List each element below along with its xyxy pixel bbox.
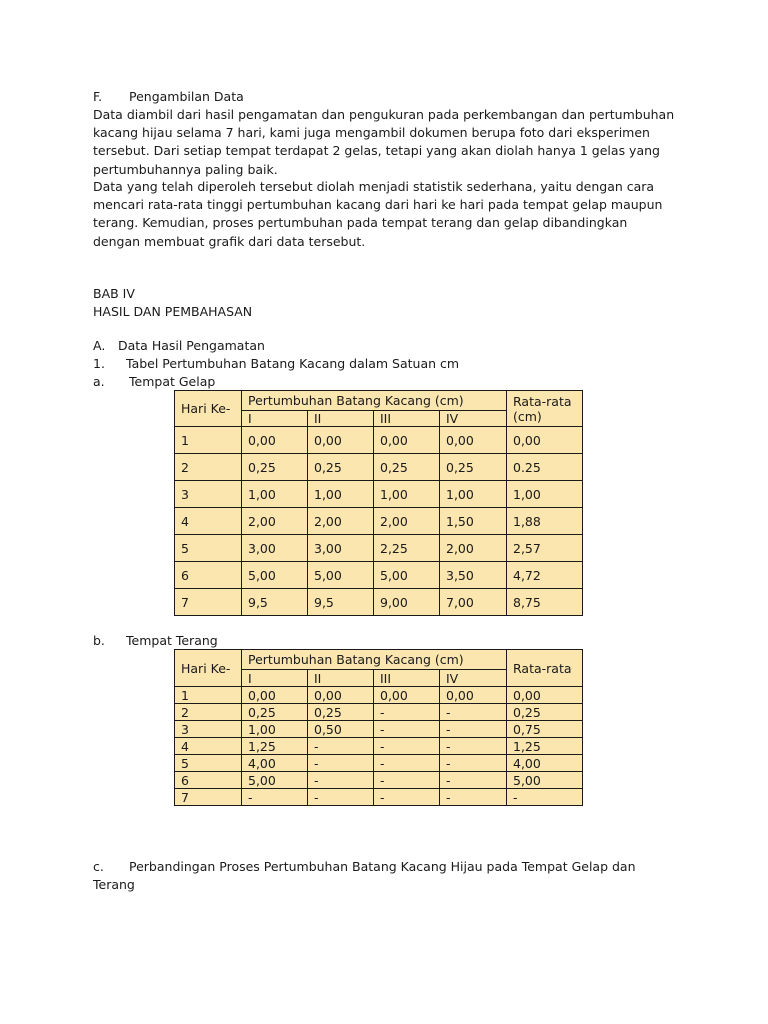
cell-value: 7,00	[440, 589, 507, 616]
cell-value: 3,00	[242, 535, 308, 562]
cell-average: -	[507, 789, 583, 806]
table-row	[175, 589, 583, 616]
cell-value: 9,00	[374, 589, 440, 616]
table-row	[175, 687, 583, 704]
sub-b-title: Tempat Terang	[126, 633, 218, 648]
cell-average: 1,25	[507, 738, 583, 755]
cell-value: 1,00	[242, 481, 308, 508]
sub-c-title-line2: Terang	[93, 877, 135, 892]
table-row	[175, 481, 583, 508]
cell-day: 1	[175, 427, 242, 454]
cell-value: 0,00	[242, 427, 308, 454]
table-row	[175, 789, 583, 806]
cell-value: 3,00	[308, 535, 374, 562]
table-row	[175, 738, 583, 755]
chapter-title: HASIL DAN PEMBAHASAN	[93, 304, 253, 319]
cell-average: 1,88	[507, 508, 583, 535]
cell-value: 1,00	[374, 481, 440, 508]
cell-value: -	[374, 721, 440, 738]
sub-c-letter: c.	[93, 859, 104, 874]
cell-value: 0,25	[242, 704, 308, 721]
subheader-iii: III	[374, 411, 440, 427]
cell-value: 2,00	[308, 508, 374, 535]
table-row	[175, 721, 583, 738]
cell-average: 5,00	[507, 772, 583, 789]
cell-day: 5	[175, 755, 242, 772]
cell-value: 1,00	[308, 481, 374, 508]
subheader-ii: II	[308, 411, 374, 427]
sub-a-title: Tempat Gelap	[129, 374, 216, 389]
cell-average: 0,75	[507, 721, 583, 738]
cell-day: 4	[175, 738, 242, 755]
header-group: Pertumbuhan Batang Kacang (cm)	[242, 391, 507, 411]
cell-day: 3	[175, 721, 242, 738]
paragraph-line: Data diambil dari hasil pengamatan dan pengukuran pada perkembangan dan pertumbuhan	[93, 107, 675, 122]
subheader-i: I	[242, 670, 308, 687]
table-row	[175, 562, 583, 589]
cell-value: 0,00	[308, 687, 374, 704]
paragraph-line: mencari rata-rata tinggi pertumbuhan kacang dari hari ke hari pada tempat gelap maupun	[93, 197, 663, 213]
cell-value: 0,00	[374, 427, 440, 454]
section-f-title: Pengambilan Data	[129, 89, 244, 104]
cell-day: 7	[175, 589, 242, 616]
cell-value: 1,00	[440, 481, 507, 508]
cell-value: -	[374, 755, 440, 772]
cell-value: -	[308, 772, 374, 789]
sub-a-letter: a.	[93, 374, 105, 389]
cell-value: 0,25	[374, 454, 440, 481]
header-average	[507, 391, 583, 427]
table-row	[175, 454, 583, 481]
cell-value: -	[374, 704, 440, 721]
cell-value: -	[374, 772, 440, 789]
paragraph-line: Data yang telah diperoleh tersebut diolah menjadi statistik sederhana, yaitu dengan cara	[93, 179, 655, 194]
cell-value: -	[440, 772, 507, 789]
cell-average: 1,00	[507, 481, 583, 508]
cell-value: 0,25	[308, 454, 374, 481]
cell-value: -	[374, 738, 440, 755]
subheader-iii: III	[374, 670, 440, 687]
paragraph-line: dengan membuat grafik dari data tersebut.	[93, 233, 366, 249]
header-average-line1: Rata-rata	[513, 394, 572, 409]
subheader-iv: IV	[440, 411, 507, 427]
paragraph-line: kacang hijau selama 7 hari, kami juga mengambil dokumen berupa foto dari eksperimen	[93, 125, 650, 141]
cell-day: 7	[175, 789, 242, 806]
chapter-number: BAB IV	[93, 286, 135, 301]
cell-average: 4,72	[507, 562, 583, 589]
cell-value: 1,00	[242, 721, 308, 738]
cell-value: 0,25	[440, 454, 507, 481]
cell-value: 5,00	[242, 562, 308, 589]
cell-day: 2	[175, 454, 242, 481]
section-f-letter: F.	[93, 89, 103, 104]
item-1-number: 1.	[93, 356, 105, 371]
cell-value: 0,00	[440, 687, 507, 704]
cell-value: -	[440, 755, 507, 772]
table-tempat-gelap	[174, 390, 583, 616]
cell-value: 5,00	[308, 562, 374, 589]
cell-day: 2	[175, 704, 242, 721]
table-row	[175, 755, 583, 772]
table-row	[175, 508, 583, 535]
cell-value: 2,00	[242, 508, 308, 535]
cell-value: 4,00	[242, 755, 308, 772]
cell-value: -	[242, 789, 308, 806]
paragraph-line: pertumbuhannya paling baik.	[93, 161, 278, 177]
cell-value: -	[308, 755, 374, 772]
cell-value: -	[440, 789, 507, 806]
cell-average: 2,57	[507, 535, 583, 562]
cell-value: 2,00	[374, 508, 440, 535]
cell-value: 3,50	[440, 562, 507, 589]
cell-value: -	[308, 738, 374, 755]
cell-average: 4,00	[507, 755, 583, 772]
cell-value: -	[440, 738, 507, 755]
cell-value: 0,25	[242, 454, 308, 481]
cell-value: 9,5	[308, 589, 374, 616]
subheader-i: I	[242, 411, 308, 427]
table-row	[175, 427, 583, 454]
table-row	[175, 772, 583, 789]
cell-value: -	[440, 704, 507, 721]
cell-day: 1	[175, 687, 242, 704]
header-day: Hari Ke-	[175, 391, 242, 427]
header-average-line2: (cm)	[513, 409, 542, 424]
table-row	[175, 535, 583, 562]
cell-value: 2,00	[440, 535, 507, 562]
cell-value: -	[374, 789, 440, 806]
cell-value: 0,00	[242, 687, 308, 704]
cell-value: 0,50	[308, 721, 374, 738]
cell-average: 0,25	[507, 704, 583, 721]
cell-value: 9,5	[242, 589, 308, 616]
cell-value: -	[308, 789, 374, 806]
cell-day: 6	[175, 562, 242, 589]
cell-value: 0,00	[374, 687, 440, 704]
cell-value: 0,25	[308, 704, 374, 721]
cell-average: 0,00	[507, 687, 583, 704]
subheader-ii: II	[308, 670, 374, 687]
section-a-letter: A.	[93, 338, 106, 353]
cell-value: 0,00	[440, 427, 507, 454]
cell-value: 0,00	[308, 427, 374, 454]
table-row	[175, 704, 583, 721]
table-tempat-terang	[174, 649, 583, 806]
sub-b-letter: b.	[93, 633, 105, 648]
cell-value: 1,25	[242, 738, 308, 755]
header-group: Pertumbuhan Batang Kacang (cm)	[242, 650, 507, 670]
cell-day: 6	[175, 772, 242, 789]
header-day: Hari Ke-	[175, 650, 242, 687]
cell-average: 0,00	[507, 427, 583, 454]
cell-day: 3	[175, 481, 242, 508]
cell-average: 0.25	[507, 454, 583, 481]
cell-day: 5	[175, 535, 242, 562]
cell-value: 1,50	[440, 508, 507, 535]
sub-c-title-line1: Perbandingan Proses Pertumbuhan Batang Kacang Hijau pada Tempat Gelap dan	[129, 859, 636, 874]
paragraph-line: terang. Kemudian, proses pertumbuhan pada tempat terang dan gelap dibandingkan	[93, 215, 628, 231]
cell-value: 5,00	[242, 772, 308, 789]
cell-day: 4	[175, 508, 242, 535]
cell-value: -	[440, 721, 507, 738]
cell-value: 2,25	[374, 535, 440, 562]
subheader-iv: IV	[440, 670, 507, 687]
item-1-title: Tabel Pertumbuhan Batang Kacang dalam Satuan cm	[126, 356, 460, 371]
cell-value: 5,00	[374, 562, 440, 589]
paragraph-line: tersebut. Dari setiap tempat terdapat 2 gelas, tetapi yang akan diolah hanya 1 gelas yang	[93, 143, 660, 159]
section-a-title: Data Hasil Pengamatan	[118, 338, 265, 353]
section-f-paragraph-2	[93, 178, 693, 251]
header-average: Rata-rata	[507, 650, 583, 687]
cell-average: 8,75	[507, 589, 583, 616]
section-f-paragraph-1	[93, 106, 693, 179]
